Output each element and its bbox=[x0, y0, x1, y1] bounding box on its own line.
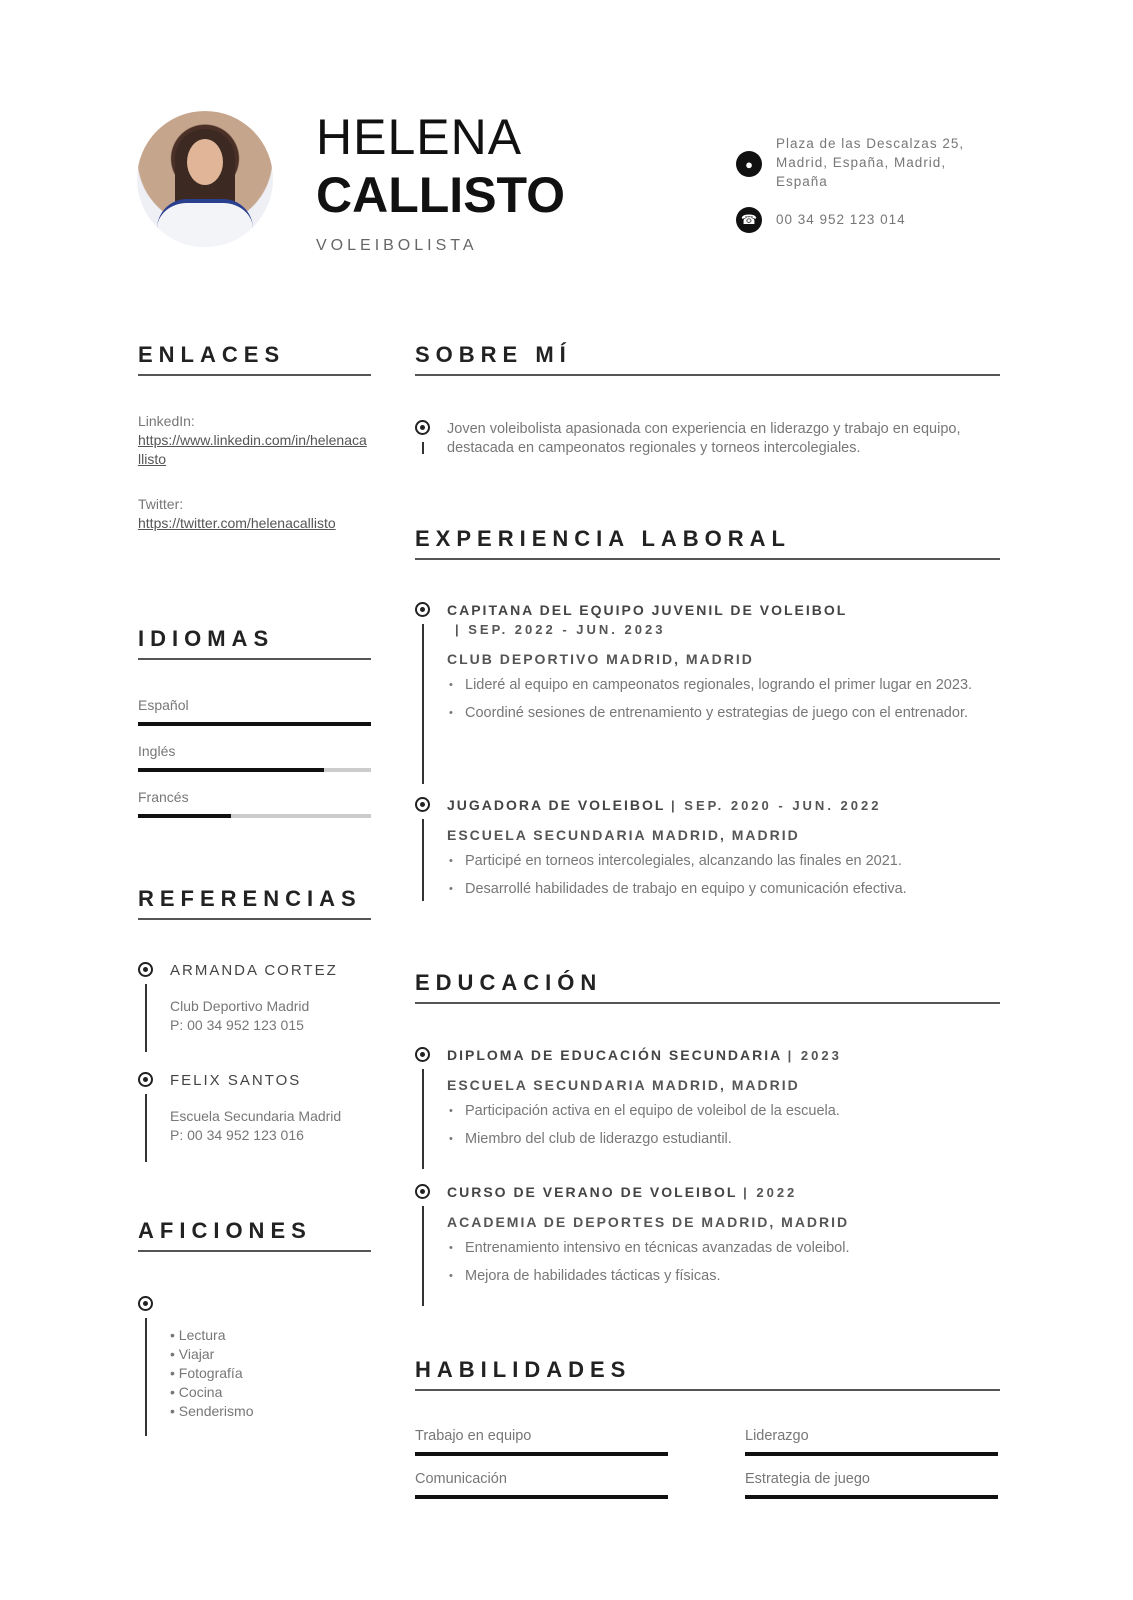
timeline-dot-icon bbox=[415, 1184, 430, 1199]
degree-title: CURSO DE VERANO DE VOLEIBOL bbox=[447, 1184, 738, 1200]
job-title: JUGADORA DE VOLEIBOL bbox=[447, 797, 666, 813]
skill-bar bbox=[745, 1495, 998, 1499]
experience-item bbox=[415, 602, 1000, 723]
bullet: • Desarrollé habilidades de trabajo en equipo y comunicación efectiva. bbox=[447, 879, 1000, 899]
reference-phone: P: 00 34 952 123 016 bbox=[170, 1127, 304, 1143]
timeline-dot-icon bbox=[138, 962, 153, 977]
reference-org: Club Deportivo Madrid bbox=[170, 998, 310, 1014]
about-text: Joven voleibolista apasionada con experiencia en liderazgo y trabajo en equipo, destacada en campeonatos regionales y torneos intercolegiales. bbox=[447, 421, 961, 456]
skill-item bbox=[745, 1428, 998, 1472]
hobby-item: • Cocina bbox=[170, 1384, 223, 1400]
link-label: Twitter: bbox=[138, 496, 184, 512]
degree-date: | 2023 bbox=[787, 1048, 842, 1063]
about-section bbox=[415, 342, 1000, 376]
about-item bbox=[415, 420, 1000, 458]
skill-name: Liderazgo bbox=[745, 1428, 809, 1444]
references-section bbox=[138, 886, 371, 920]
hobby-item: • Fotografía bbox=[170, 1365, 243, 1381]
address: Plaza de las Descalzas 25, Madrid, España, Madrid, España bbox=[776, 136, 965, 189]
timeline-dot-icon bbox=[138, 1072, 153, 1087]
experience-section bbox=[415, 526, 1000, 560]
experience-item bbox=[415, 797, 1000, 899]
job-org: ESCUELA SECUNDARIA MADRID, MADRID bbox=[447, 827, 800, 843]
hobby-item: • Lectura bbox=[170, 1327, 226, 1343]
first-name: HELENA bbox=[316, 109, 523, 165]
degree-title: DIPLOMA DE EDUCACIÓN SECUNDARIA bbox=[447, 1047, 782, 1063]
reference-item bbox=[138, 1072, 378, 1172]
section-heading: HABILIDADES bbox=[415, 1357, 1000, 1391]
education-item bbox=[415, 1047, 1000, 1149]
hobbies-list bbox=[138, 1296, 378, 1436]
timeline-dot-icon bbox=[138, 1296, 153, 1311]
language-level-bar bbox=[138, 814, 371, 818]
section-heading: IDIOMAS bbox=[138, 626, 371, 660]
school: ACADEMIA DE DEPORTES DE MADRID, MADRID bbox=[447, 1214, 850, 1230]
bullet: • Coordiné sesiones de entrenamiento y estrategias de juego con el entrenador. bbox=[447, 703, 1000, 723]
link-label: LinkedIn: bbox=[138, 413, 195, 429]
education-item bbox=[415, 1184, 1000, 1286]
language-level-bar bbox=[138, 722, 371, 726]
phone: 00 34 952 123 014 bbox=[776, 212, 906, 227]
school: ESCUELA SECUNDARIA MADRID, MADRID bbox=[447, 1077, 800, 1093]
bullet: • Entrenamiento intensivo en técnicas avanzadas de voleibol. bbox=[447, 1238, 1000, 1258]
skill-item bbox=[745, 1471, 998, 1515]
timeline-dot-icon bbox=[415, 1047, 430, 1062]
hobby-item: • Viajar bbox=[170, 1346, 215, 1362]
bullet: • Participación activa en el equipo de voleibol de la escuela. bbox=[447, 1101, 1000, 1121]
skill-name: Comunicación bbox=[415, 1471, 507, 1487]
skill-name: Estrategia de juego bbox=[745, 1471, 870, 1487]
job-org: CLUB DEPORTIVO MADRID, MADRID bbox=[447, 651, 754, 667]
timeline-dot-icon bbox=[415, 420, 430, 435]
reference-name: FELIX SANTOS bbox=[170, 1072, 302, 1089]
reference-item bbox=[138, 962, 378, 1062]
skill-name: Trabajo en equipo bbox=[415, 1428, 532, 1444]
skill-bar bbox=[415, 1495, 668, 1499]
last-name: CALLISTO bbox=[316, 167, 566, 223]
language-name: Español bbox=[138, 697, 189, 713]
bullet: • Mejora de habilidades tácticas y físicas. bbox=[447, 1266, 1000, 1286]
timeline-dot-icon bbox=[415, 797, 430, 812]
language-name: Francés bbox=[138, 789, 189, 805]
timeline-dot-icon bbox=[415, 602, 430, 617]
twitter-link[interactable]: https://twitter.com/helenacallisto bbox=[138, 515, 336, 531]
section-heading: SOBRE MÍ bbox=[415, 342, 1000, 376]
degree-date: | 2022 bbox=[743, 1185, 798, 1200]
skill-bar bbox=[745, 1452, 998, 1456]
job-date: | SEP. 2020 - JUN. 2022 bbox=[671, 798, 882, 813]
languages-section bbox=[138, 626, 371, 834]
bullet: • Participé en torneos intercolegiales, alcanzando las finales en 2021. bbox=[447, 851, 1000, 871]
skill-item bbox=[415, 1471, 668, 1515]
reference-org: Escuela Secundaria Madrid bbox=[170, 1108, 342, 1124]
job-title: CAPITANA DEL EQUIPO JUVENIL DE VOLEIBOL bbox=[447, 602, 848, 618]
links-section bbox=[138, 342, 371, 533]
section-heading: AFICIONES bbox=[138, 1218, 371, 1252]
section-heading: EDUCACIÓN bbox=[415, 970, 1000, 1004]
job-title: VOLEIBOLISTA bbox=[316, 237, 478, 254]
section-heading: EXPERIENCIA LABORAL bbox=[415, 526, 1000, 560]
location-icon: ● bbox=[736, 151, 762, 177]
education-section bbox=[415, 970, 1000, 1004]
profile-photo bbox=[137, 111, 273, 247]
section-heading: ENLACES bbox=[138, 342, 371, 376]
language-level-bar bbox=[138, 768, 371, 772]
skill-bar bbox=[415, 1452, 668, 1456]
job-date: | SEP. 2022 - JUN. 2023 bbox=[455, 622, 666, 637]
skill-item bbox=[415, 1428, 668, 1472]
phone-icon: ☎ bbox=[736, 207, 762, 233]
skills-section bbox=[415, 1357, 1000, 1391]
bullet: • Lideré al equipo en campeonatos regionales, logrando el primer lugar en 2023. bbox=[447, 675, 1000, 695]
language-name: Inglés bbox=[138, 743, 176, 759]
hobbies-section bbox=[138, 1218, 371, 1252]
reference-name: ARMANDA CORTEZ bbox=[170, 962, 338, 979]
section-heading: REFERENCIAS bbox=[138, 886, 371, 920]
linkedin-link[interactable]: https://www.linkedin.com/in/helenacallisto bbox=[138, 432, 367, 467]
bullet: • Miembro del club de liderazgo estudiantil. bbox=[447, 1129, 1000, 1149]
hobby-item: • Senderismo bbox=[170, 1403, 254, 1419]
reference-phone: P: 00 34 952 123 015 bbox=[170, 1017, 304, 1033]
